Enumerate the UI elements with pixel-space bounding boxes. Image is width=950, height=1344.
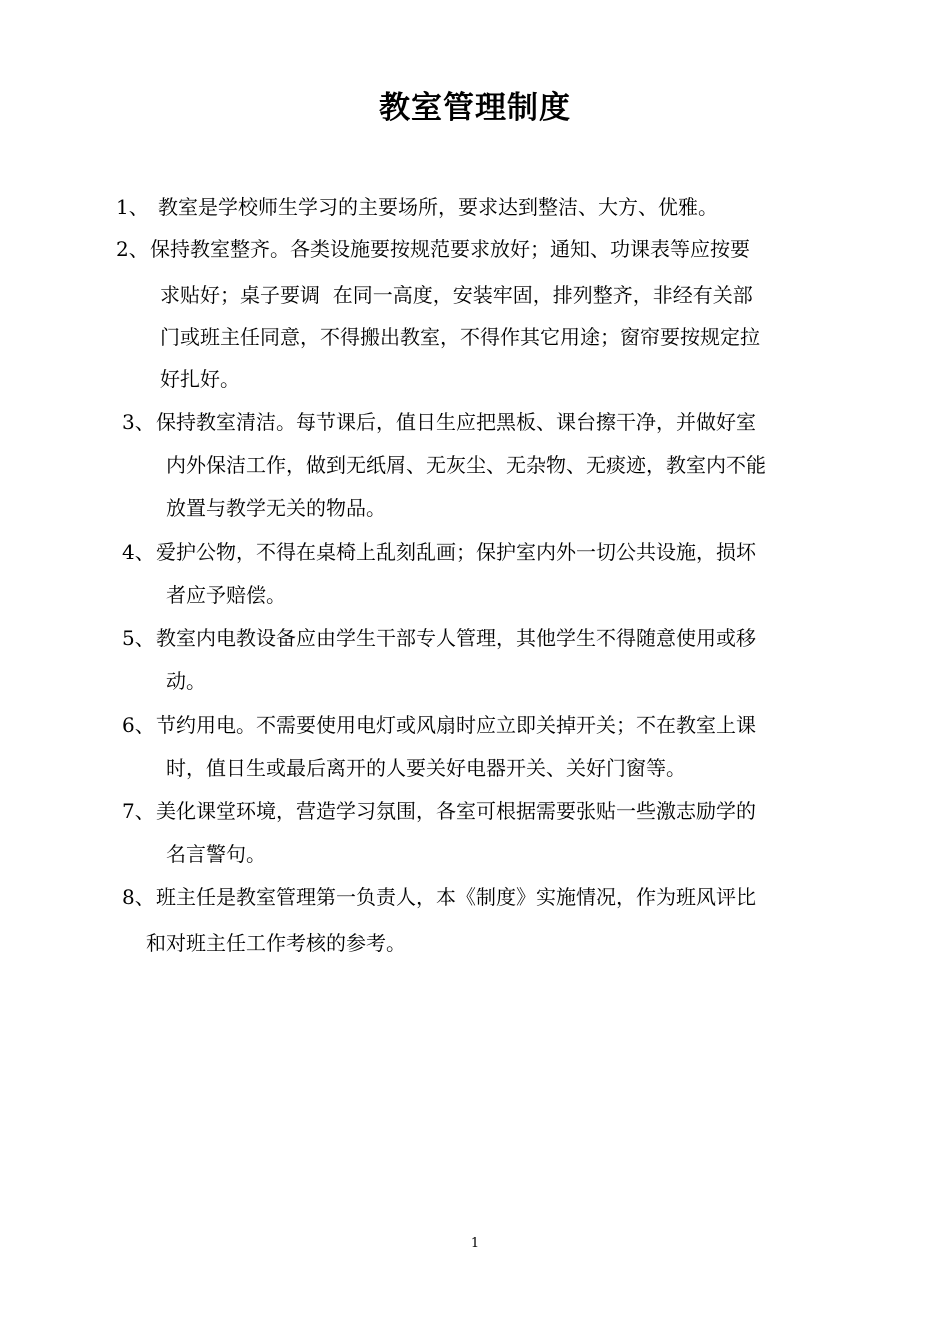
rule-3-line-1: 保持教室清洁。每节课后，值日生应把黑板、课台擦干净，并做好室 [156,410,756,434]
rule-8-line-2: 和对班主任工作考核的参考。 [146,931,406,955]
page-number: 1 [470,1236,480,1251]
rule-7-number: 7、 [122,799,155,823]
rule-2-line-4: 好扎好。 [160,367,240,391]
rule-4-line-2: 者应予赔偿。 [166,583,286,607]
rule-5-line-1: 教室内电教设备应由学生干部专人管理，其他学生不得随意使用或移 [156,626,756,650]
rule-5-number: 5、 [122,626,155,650]
rule-8-line-1: 班主任是教室管理第一负责人，本《制度》实施情况，作为班风评比 [156,885,756,909]
rule-1-line-1: 教室是学校师生学习的主要场所，要求达到整洁、大方、优雅。 [158,195,718,219]
rule-6-line-2: 时，值日生或最后离开的人要关好电器开关、关好门窗等。 [166,756,686,780]
rule-2-line-2: 求贴好；桌子要调 在同一高度，安装牢固，排列整齐，非经有关部 [160,283,753,307]
rule-5-line-2: 动。 [166,669,206,693]
rule-6-number: 6、 [122,713,155,737]
rule-3-number: 3、 [122,410,155,434]
rule-6-line-1: 节约用电。不需要使用电灯或风扇时应立即关掉开关；不在教室上课 [156,713,756,737]
rule-1-number: 1、 [116,195,149,219]
rule-3-line-3: 放置与教学无关的物品。 [166,496,386,520]
rule-7-line-1: 美化课堂环境，营造学习氛围，各室可根据需要张贴一些激志励学的 [156,799,756,823]
rule-4-number: 4、 [122,540,155,564]
rule-7-line-2: 名言警句。 [166,842,266,866]
document-title: 教室管理制度 [379,90,571,126]
rule-8-number: 8、 [122,885,155,909]
rule-4-line-1: 爱护公物，不得在桌椅上乱刻乱画；保护室内外一切公共设施，损坏 [156,540,756,564]
rule-2-line-1: 保持教室整齐。各类设施要按规范要求放好；通知、功课表等应按要 [150,237,750,261]
rule-2-number: 2、 [116,237,149,261]
rule-3-line-2: 内外保洁工作，做到无纸屑、无灰尘、无杂物、无痰迹，教室内不能 [166,453,766,477]
rule-2-line-3: 门或班主任同意，不得搬出教室，不得作其它用途；窗帘要按规定拉 [160,325,760,349]
